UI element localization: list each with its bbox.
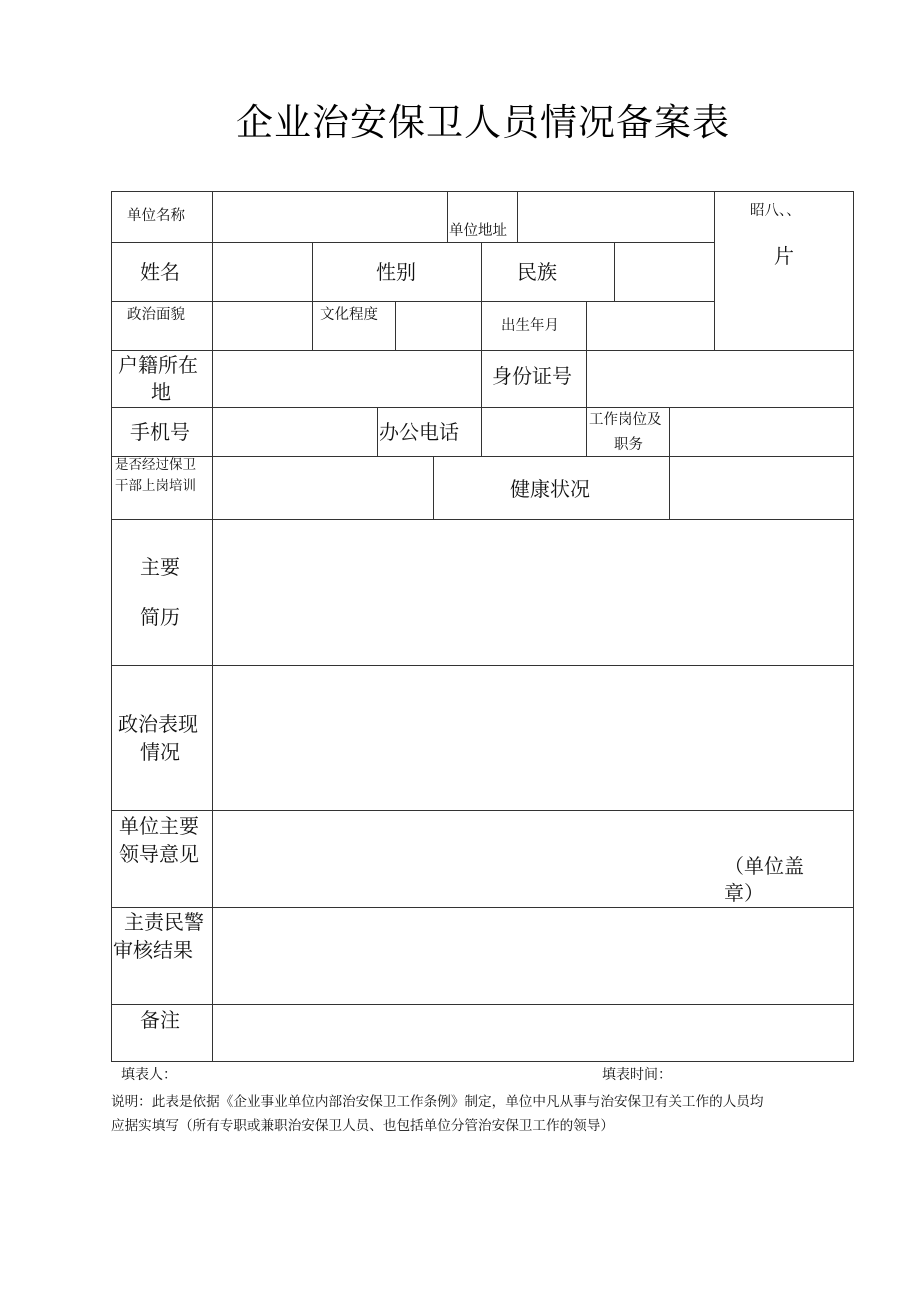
training-field[interactable] xyxy=(213,457,433,519)
job-field[interactable] xyxy=(670,408,853,456)
label-police-line2: 审核结果 xyxy=(113,938,193,962)
label-mobile: 手机号 xyxy=(130,420,190,444)
table-border-bottom xyxy=(111,1061,854,1062)
label-household-line1: 户籍所在 xyxy=(118,353,198,377)
label-health: 健康状况 xyxy=(510,477,590,501)
gender-field[interactable] xyxy=(482,243,483,301)
page-title: 企业治安保卫人员情况备案表 xyxy=(236,101,730,144)
id-number-field[interactable] xyxy=(587,351,853,407)
table-border-left xyxy=(111,191,112,1062)
unit-name-field[interactable] xyxy=(213,192,447,242)
police-review-field[interactable] xyxy=(213,908,853,1004)
table-border-right xyxy=(853,191,854,1062)
household-field[interactable] xyxy=(213,351,481,407)
ethnicity-field[interactable] xyxy=(615,243,714,301)
label-household-line2: 地 xyxy=(151,380,171,404)
office-phone-field[interactable] xyxy=(482,408,586,456)
label-remarks: 备注 xyxy=(140,1008,180,1032)
label-resume-line1: 主要 xyxy=(140,555,180,579)
col-divider xyxy=(312,242,313,302)
label-office-phone: 办公电话 xyxy=(379,420,459,444)
birth-date-field[interactable] xyxy=(587,302,714,350)
label-id-number: 身份证号 xyxy=(492,364,572,388)
label-seal-line2: 章） xyxy=(724,881,764,905)
col-divider xyxy=(433,456,434,520)
col-divider xyxy=(481,301,482,351)
education-field[interactable] xyxy=(396,302,481,350)
political-status-field[interactable] xyxy=(213,302,312,350)
col-divider xyxy=(481,350,482,408)
col-divider xyxy=(312,301,313,351)
col-divider xyxy=(586,407,587,457)
remarks-field[interactable] xyxy=(213,1005,853,1061)
label-name: 姓名 xyxy=(140,260,180,284)
label-political-performance-line1: 政治表现 xyxy=(118,712,198,736)
label-education: 文化程度 xyxy=(320,307,378,323)
note-line2: 应据实填写（所有专职或兼职治安保卫人员、也包括单位分管治安保卫工作的领导） xyxy=(111,1118,614,1134)
resume-field[interactable] xyxy=(213,520,853,665)
filler-label: 填表人： xyxy=(121,1067,177,1083)
label-photo-line2: 片 xyxy=(774,244,794,268)
label-resume-line2: 简历 xyxy=(140,605,180,629)
col-divider xyxy=(377,407,378,457)
label-job-line2: 职务 xyxy=(614,437,643,453)
label-unit-name: 单位名称 xyxy=(127,208,185,224)
label-political-status: 政治面貌 xyxy=(127,307,185,323)
label-gender: 性别 xyxy=(376,260,416,284)
label-job-line1: 工作岗位及 xyxy=(589,412,662,428)
label-political-performance-line2: 情况 xyxy=(140,740,180,764)
political-performance-field[interactable] xyxy=(213,666,853,810)
label-leader-line1: 单位主要 xyxy=(119,814,199,838)
label-unit-address: 单位地址 xyxy=(449,223,507,239)
label-ethnicity: 民族 xyxy=(517,260,557,284)
fill-time-label: 填表时间： xyxy=(602,1067,672,1083)
label-training-line1: 是否经过保卫 xyxy=(115,457,196,473)
name-field[interactable] xyxy=(213,243,312,301)
label-photo-line1: 昭八、、 xyxy=(750,203,801,219)
col-divider xyxy=(447,191,448,243)
label-birth-date: 出生年月 xyxy=(501,318,559,334)
unit-address-field[interactable] xyxy=(518,192,714,242)
label-training-line2: 干部上岗培训 xyxy=(115,478,196,494)
label-seal-line1: （单位盖 xyxy=(724,854,804,878)
label-police-line1: 主责民警 xyxy=(124,910,204,934)
note-line1: 说明：此表是依据《企业事业单位内部治安保卫工作条例》制定，单位中凡从事与治安保卫有关工作的人员均 xyxy=(111,1094,764,1110)
health-field[interactable] xyxy=(670,457,853,519)
label-leader-line2: 领导意见 xyxy=(119,842,199,866)
mobile-field[interactable] xyxy=(213,408,377,456)
